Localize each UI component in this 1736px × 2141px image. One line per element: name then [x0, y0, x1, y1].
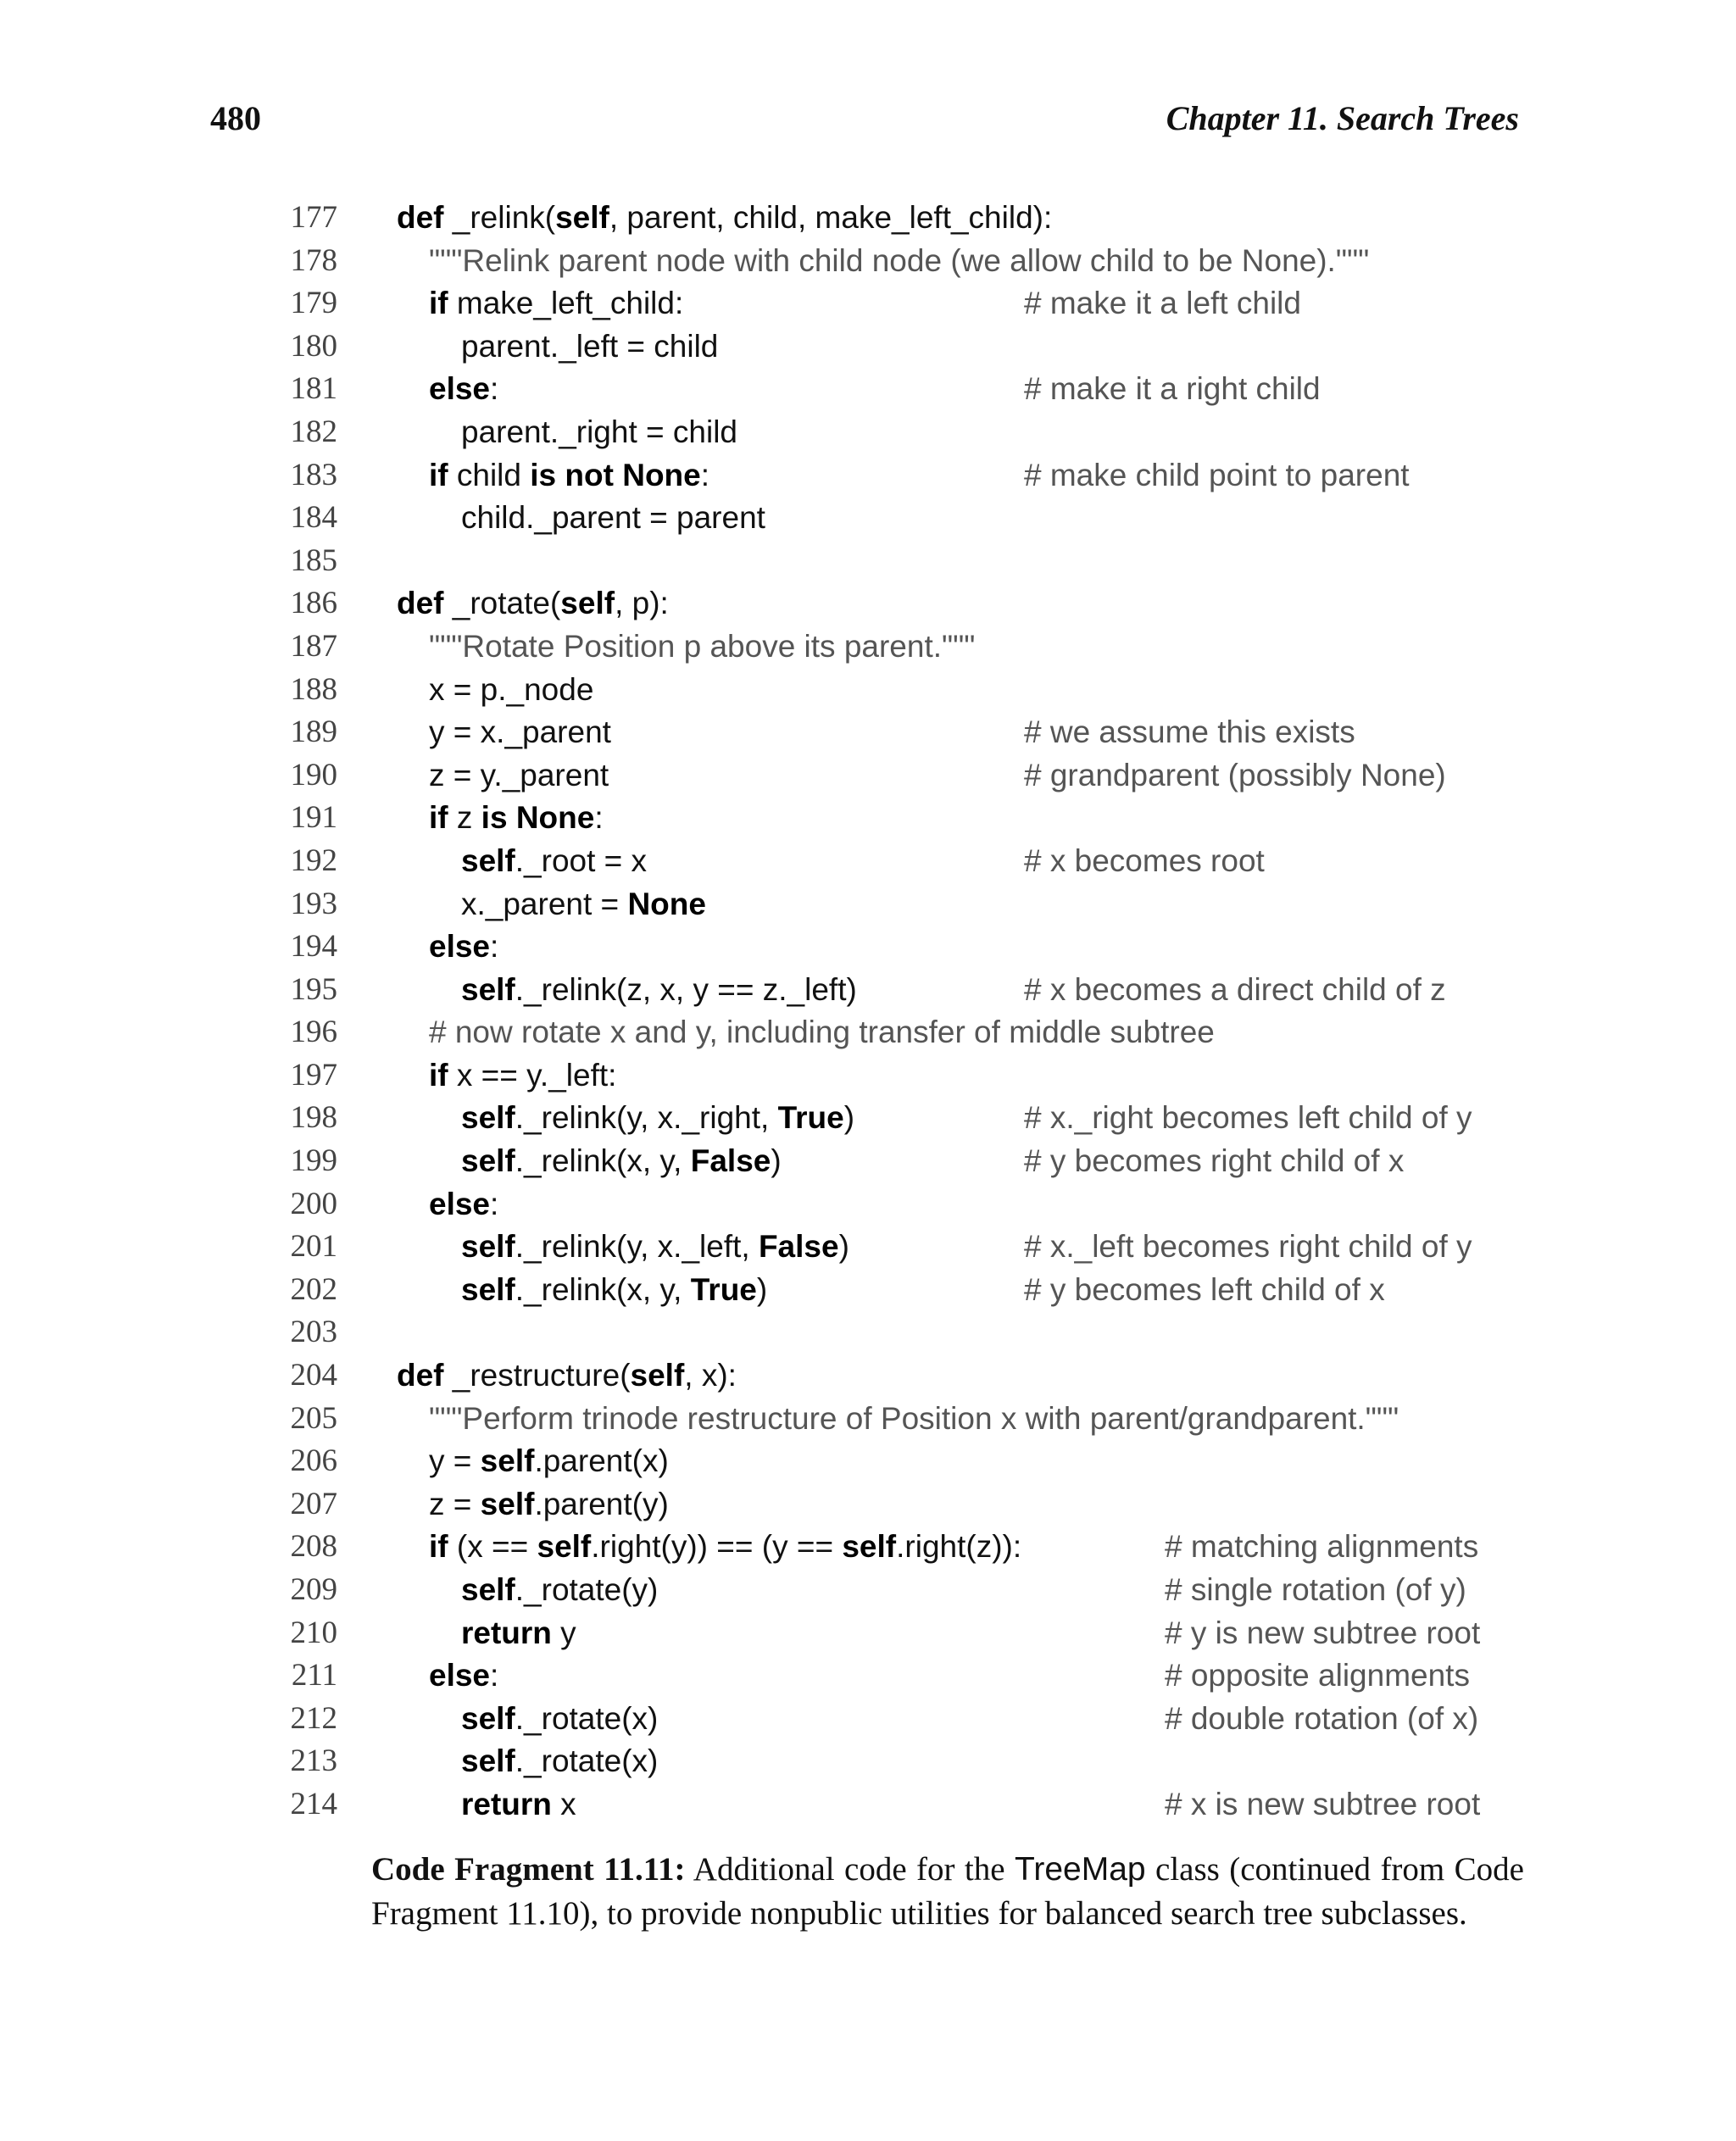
docstring: """Relink parent node with child node (we allow child to be None).""": [429, 242, 1370, 278]
code-line: [0, 969, 1736, 1012]
line-number: 181: [290, 371, 337, 407]
code-text: self._root = x: [461, 842, 648, 878]
code-comment: # y becomes right child of x: [1024, 1143, 1405, 1179]
line-number: 185: [290, 542, 337, 578]
line-number: 178: [290, 242, 337, 278]
code-comment: # opposite alignments: [1165, 1658, 1470, 1693]
line-number: 198: [290, 1100, 337, 1136]
line-number: 208: [290, 1529, 337, 1565]
code-text: def _rotate(self, p):: [397, 586, 669, 621]
code-line: [0, 1183, 1736, 1226]
line-number: 177: [290, 200, 337, 235]
code-text: self._relink(y, x._left, False): [461, 1229, 849, 1265]
line-number: 212: [290, 1700, 337, 1736]
line-number: 204: [290, 1358, 337, 1393]
code-line: [0, 840, 1736, 883]
code-line: [0, 497, 1736, 540]
code-line: [0, 1483, 1736, 1527]
line-number: 214: [290, 1786, 337, 1821]
line-number: 201: [290, 1229, 337, 1265]
line-number: 191: [290, 800, 337, 836]
code-line: [0, 711, 1736, 754]
line-number: 180: [290, 328, 337, 364]
code-line: [0, 411, 1736, 454]
line-number: 184: [290, 500, 337, 536]
page-number: 480: [210, 99, 261, 137]
code-line: [0, 454, 1736, 498]
line-number: 209: [290, 1572, 337, 1607]
code-comment: # make it a left child: [1024, 286, 1301, 321]
line-number: 202: [290, 1271, 337, 1307]
caption-text: class (continued from Code Fragment 11.10), to provide nonpublic utilities for balanced search tree subclasses.: [371, 1851, 1524, 1932]
code-text: return x: [461, 1786, 576, 1821]
code-text: parent._right = child: [461, 414, 738, 449]
line-number: 196: [290, 1015, 337, 1050]
code-line: [0, 883, 1736, 926]
code-line: [0, 754, 1736, 798]
line-number: 182: [290, 414, 337, 449]
code-text: self._rotate(x): [461, 1700, 659, 1736]
code-text: self._rotate(x): [461, 1743, 659, 1779]
code-comment: # y becomes left child of x: [1024, 1271, 1385, 1307]
code-text: x._parent = None: [461, 886, 706, 921]
code-line: [0, 1269, 1736, 1312]
code-text: if (x == self.right(y)) == (y == self.right(z)):: [429, 1529, 1022, 1565]
code-listing: [0, 197, 1736, 1827]
line-number: 179: [290, 286, 337, 321]
line-number: 197: [290, 1057, 337, 1093]
line-number: 192: [290, 842, 337, 878]
code-line: [0, 1354, 1736, 1398]
code-line: [0, 197, 1736, 240]
code-line: [0, 240, 1736, 283]
code-line: [0, 368, 1736, 411]
code-text: child._parent = parent: [461, 500, 765, 536]
code-text: else:: [429, 929, 499, 965]
line-number: 200: [290, 1186, 337, 1221]
code-text: else:: [429, 1658, 499, 1693]
code-text: self._relink(y, x._right, True): [461, 1100, 855, 1136]
code-line: [0, 325, 1736, 369]
code-line: [0, 1740, 1736, 1783]
code-comment: # make it a right child: [1024, 371, 1321, 407]
caption-label: Code Fragment 11.11:: [371, 1851, 686, 1888]
line-number: 206: [290, 1443, 337, 1479]
code-line: [0, 926, 1736, 969]
line-number: 186: [290, 586, 337, 621]
code-text: self._relink(x, y, True): [461, 1271, 768, 1307]
code-line: [0, 626, 1736, 669]
code-line: [0, 1526, 1736, 1569]
line-number: 203: [290, 1315, 337, 1350]
code-line: [0, 582, 1736, 626]
code-line: [0, 797, 1736, 840]
line-number: 183: [290, 457, 337, 492]
code-comment: # now rotate x and y, including transfer of middle subtree: [429, 1015, 1215, 1050]
line-number: 193: [290, 886, 337, 921]
line-number: 213: [290, 1743, 337, 1779]
code-text: self._relink(z, x, y == z._left): [461, 971, 857, 1007]
caption-class-name: TreeMap: [1015, 1851, 1146, 1888]
code-text: if z is None:: [429, 800, 604, 836]
line-number: 205: [290, 1400, 337, 1436]
code-comment: # double rotation (of x): [1165, 1700, 1479, 1736]
code-line: [0, 1698, 1736, 1741]
line-number: 195: [290, 971, 337, 1007]
code-text: self._rotate(y): [461, 1572, 659, 1607]
code-line: [0, 1311, 1736, 1354]
chapter-title: Chapter 11. Search Trees: [1166, 99, 1519, 137]
code-text: x = p._node: [429, 671, 594, 707]
line-number: 189: [290, 715, 337, 750]
line-number: 210: [290, 1615, 337, 1650]
code-comment: # x becomes a direct child of z: [1024, 971, 1446, 1007]
code-line: [0, 669, 1736, 712]
line-number: 188: [290, 671, 337, 707]
code-text: return y: [461, 1615, 576, 1650]
code-text: def _restructure(self, x):: [397, 1358, 737, 1393]
line-number: 199: [290, 1143, 337, 1179]
code-comment: # y is new subtree root: [1165, 1615, 1481, 1650]
code-comment: # x becomes root: [1024, 842, 1265, 878]
line-number: 187: [290, 628, 337, 664]
code-line: [0, 1398, 1736, 1441]
docstring: """Perform trinode restructure of Position x with parent/grandparent.""": [429, 1400, 1399, 1436]
code-text: self._relink(x, y, False): [461, 1143, 782, 1179]
code-line: [0, 1097, 1736, 1140]
code-text: z = y._parent: [429, 757, 609, 792]
code-line: [0, 1140, 1736, 1183]
caption-text: Additional code for the: [685, 1851, 1015, 1888]
code-line: [0, 1011, 1736, 1054]
code-text: def _relink(self, parent, child, make_left_child):: [397, 200, 1053, 235]
code-line: [0, 1226, 1736, 1269]
code-comment: # we assume this exists: [1024, 715, 1355, 750]
code-comment: # x._left becomes right child of y: [1024, 1229, 1472, 1265]
line-number: 190: [290, 757, 337, 792]
code-comment: # x is new subtree root: [1165, 1786, 1481, 1821]
line-number: 194: [290, 929, 337, 965]
code-line: [0, 1612, 1736, 1655]
code-text: if child is not None:: [429, 457, 709, 492]
code-fragment-caption: [371, 1848, 1524, 1936]
code-text: if x == y._left:: [429, 1057, 617, 1093]
code-text: if make_left_child:: [429, 286, 684, 321]
code-text: parent._left = child: [461, 328, 719, 364]
code-line: [0, 1569, 1736, 1612]
code-text: y = self.parent(x): [429, 1443, 669, 1479]
code-line: [0, 1783, 1736, 1827]
code-line: [0, 540, 1736, 583]
code-line: [0, 282, 1736, 325]
line-number: 207: [290, 1486, 337, 1521]
code-comment: # matching alignments: [1165, 1529, 1479, 1565]
code-comment: # single rotation (of y): [1165, 1572, 1466, 1607]
code-text: y = x._parent: [429, 715, 611, 750]
code-line: [0, 1440, 1736, 1483]
code-text: z = self.parent(y): [429, 1486, 669, 1521]
code-comment: # x._right becomes left child of y: [1024, 1100, 1472, 1136]
docstring: """Rotate Position p above its parent.""": [429, 628, 976, 664]
code-line: [0, 1654, 1736, 1698]
code-comment: # make child point to parent: [1024, 457, 1410, 492]
code-text: else:: [429, 371, 499, 407]
line-number: 211: [291, 1658, 337, 1693]
code-comment: # grandparent (possibly None): [1024, 757, 1446, 792]
code-line: [0, 1054, 1736, 1098]
code-text: else:: [429, 1186, 499, 1221]
